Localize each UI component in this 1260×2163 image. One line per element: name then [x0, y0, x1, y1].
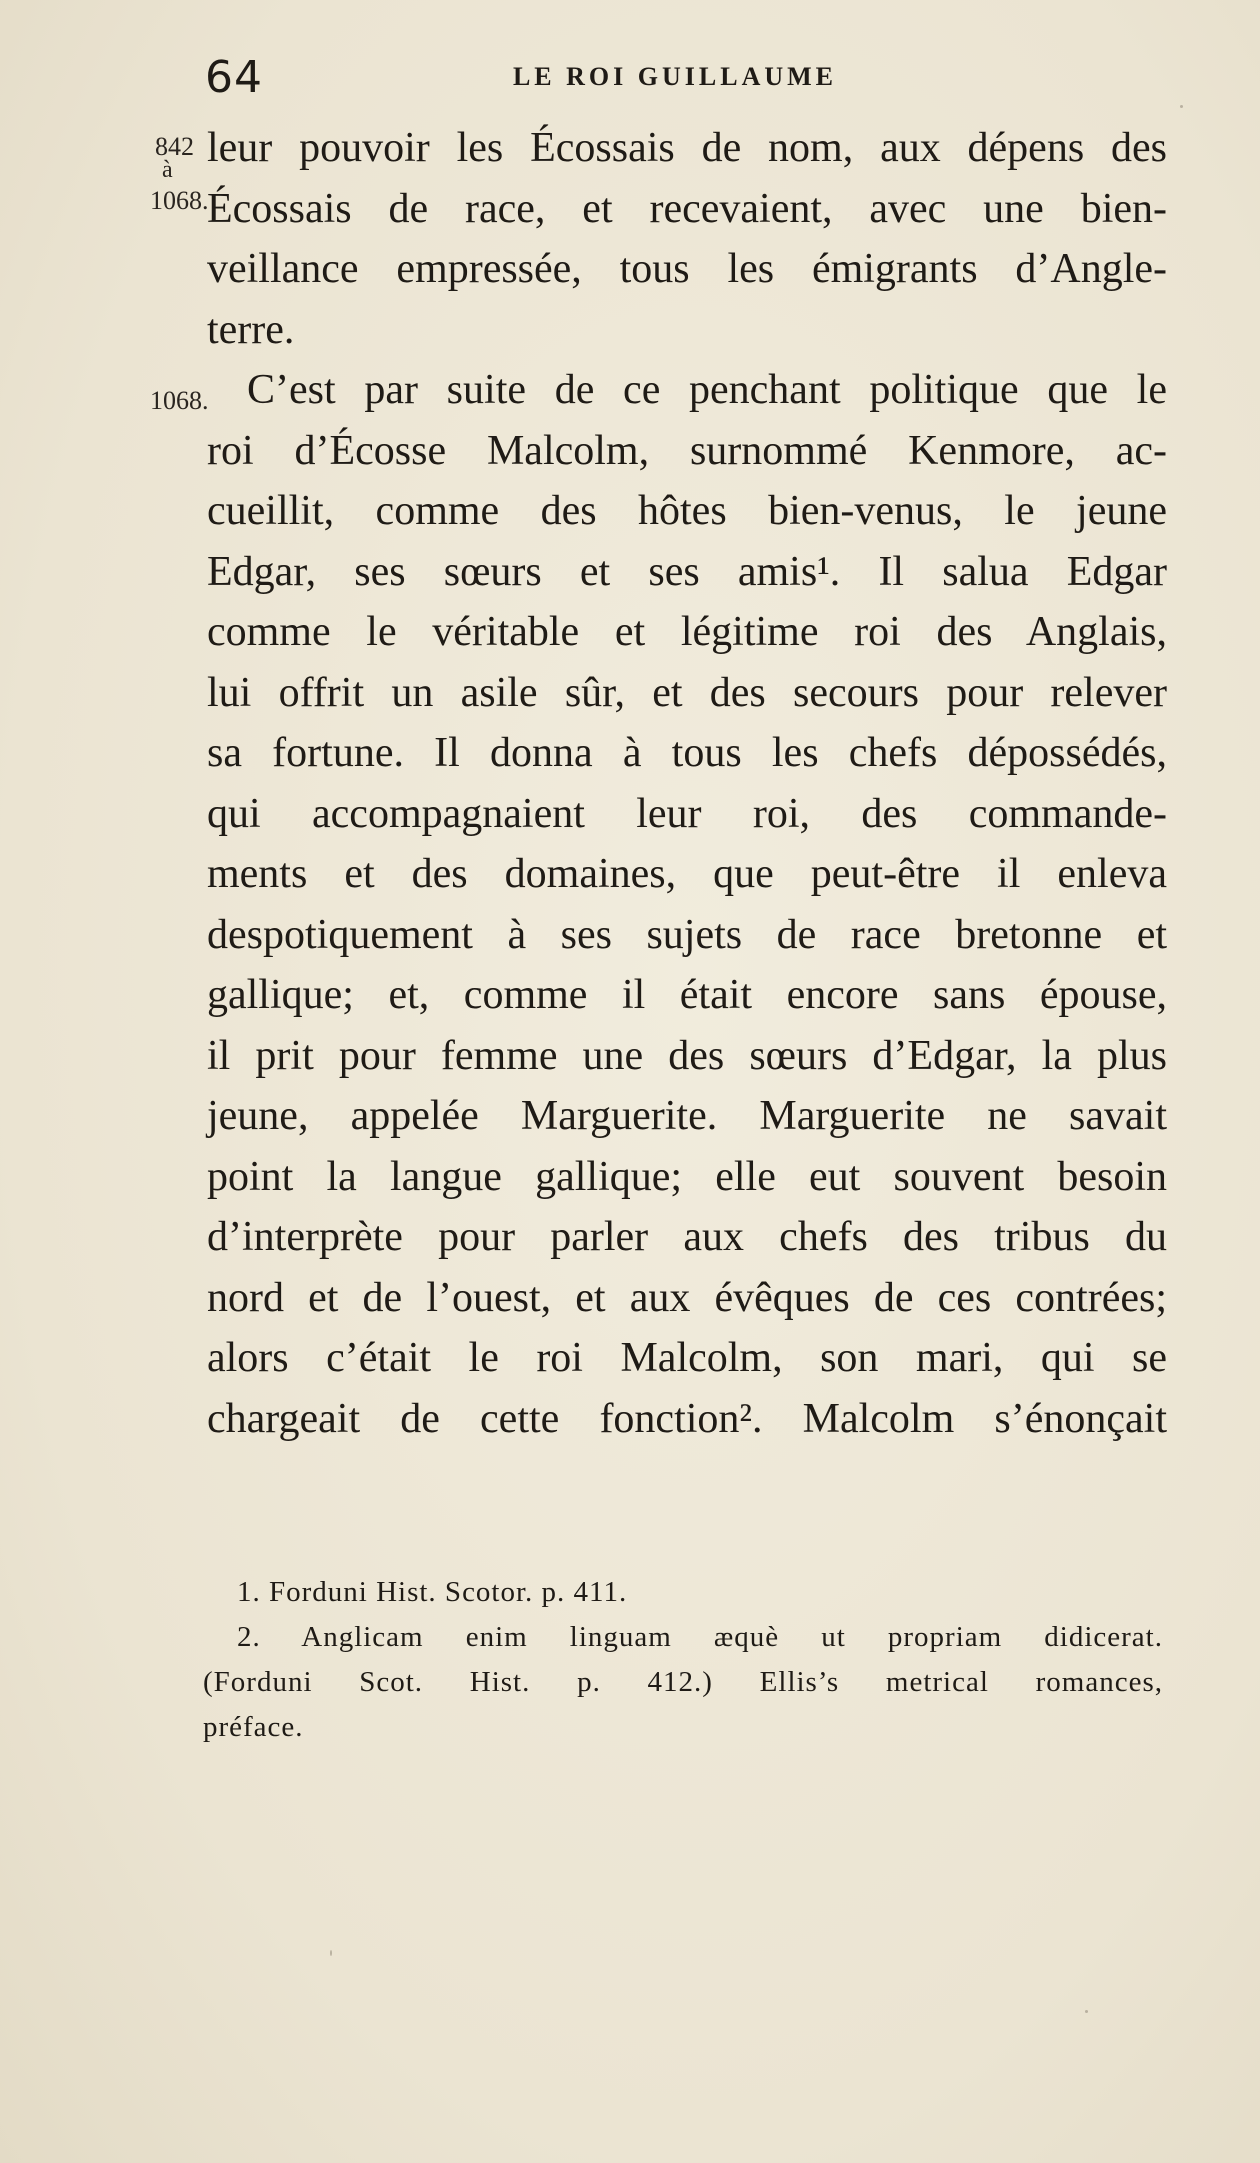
text-line: comme le véritable et légitime roi des Anglais, [207, 609, 1167, 655]
margin-date-end: 1068. [150, 186, 209, 215]
paper-speck [1085, 2010, 1088, 2013]
text-line: despotiquement à ses sujets de race bretonne et [207, 911, 1167, 958]
text-line: jeune, appelée Marguerite. Marguerite ne savait [207, 1093, 1167, 1139]
margin-date-second: 1068. [150, 386, 209, 415]
text-line: leur pouvoir les Écossais de nom, aux dépens des [207, 125, 1167, 171]
text-line: point la langue gallique; elle eut souvent besoin [207, 1153, 1167, 1200]
text-line: lui offrit un asile sûr, et des secours pour relever [207, 669, 1167, 716]
text-line: alors c’était le roi Malcolm, son mari, qui se [207, 1335, 1167, 1381]
margin-date-mid: à [162, 157, 173, 183]
running-head: LE ROI GUILLAUME [512, 62, 838, 91]
margin-date-start: 842 [155, 132, 194, 161]
page-number: 64 [205, 52, 263, 103]
text-line: cueillit, comme des hôtes bien-venus, le jeune [207, 488, 1167, 534]
footnote-1: 1. Forduni Hist. Scotor. p. 411. [237, 1576, 628, 1608]
text-line: il prit pour femme une des sœurs d’Edgar, la plus [207, 1032, 1167, 1079]
text-line: qui accompagnaient leur roi, des commande- [207, 790, 1167, 837]
text-line: roi d’Écosse Malcolm, surnommé Kenmore, ac- [207, 427, 1167, 474]
text-line: sa fortune. Il donna à tous les chefs dépossédés, [207, 730, 1167, 776]
text-line: C’est par suite de ce penchant politique que le [247, 367, 1167, 413]
text-line: Écossais de race, et recevaient, avec une bien- [207, 185, 1167, 232]
paper-speck [330, 1950, 332, 1956]
text-line: veillance empressée, tous les émigrants d’Angle- [207, 246, 1167, 292]
footnote-2-end: préface. [203, 1711, 304, 1743]
footnotes [203, 1570, 1163, 1750]
text-line: ments et des domaines, que peut-être il enleva [207, 851, 1167, 897]
text-line: d’interprète pour parler aux chefs des tribus du [207, 1214, 1167, 1260]
text-line: terre. [207, 306, 295, 353]
paper-speck [1180, 105, 1183, 108]
text-line: nord et de l’ouest, et aux évêques de ces contrées; [207, 1274, 1167, 1321]
text-line: gallique; et, comme il était encore sans épouse, [207, 972, 1167, 1018]
footnote-2-continued: (Forduni Scot. Hist. p. 412.) Ellis’s metrical romances, [203, 1666, 1163, 1698]
text-line: Edgar, ses sœurs et ses amis¹. Il salua Edgar [207, 548, 1167, 595]
body-text [207, 118, 1167, 1449]
page-header [205, 52, 1145, 112]
text-line: chargeait de cette fonction². Malcolm s’énonçait [207, 1395, 1167, 1442]
footnote-2: 2. Anglicam enim linguam æquè ut propriam didicerat. [237, 1621, 1163, 1653]
